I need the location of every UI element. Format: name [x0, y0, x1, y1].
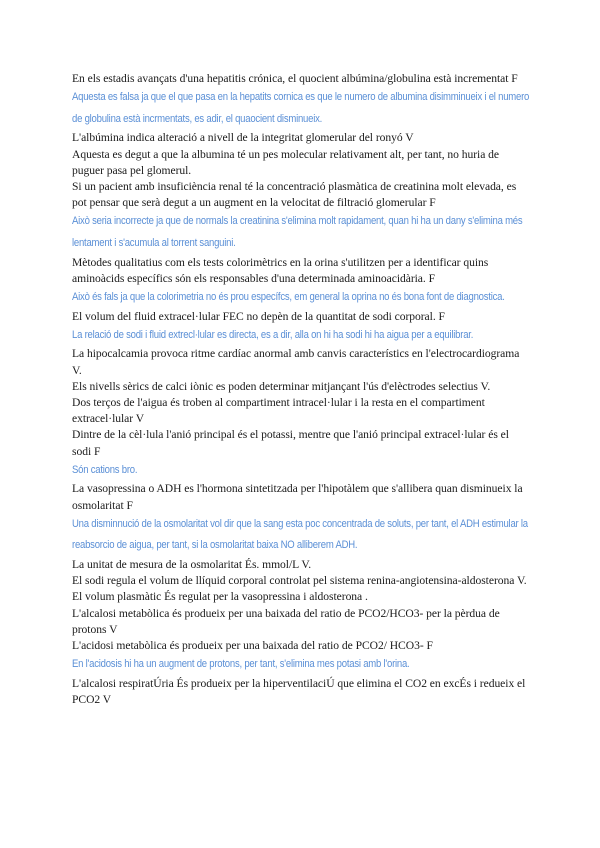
note-4: La relació de sodi i fluid extrecl·lular es directa, es a dir, alla on hi ha sodi hi ha aigua per a equilibrar.	[72, 328, 474, 341]
statement-13: El sodi regula el volum de llíquid corporal controlat pel sistema renina-angiotensina-aldosterona V.	[72, 574, 527, 588]
statement-3: Aquesta es degut a que la albumina té un pes molecular relativament alt, per tant, no huria de puguer pasa pel glomerul.	[72, 147, 500, 177]
statement-11: La vasopressina o ADH es l'hormona sintetitzada per l'hipotàlem que s'allibera quan disminueix la osmolaritat F	[72, 482, 523, 512]
statement-15: L'alcalosi metabòlica és produeix per una baixada del ratio de PCO2/HCO3- per la pèrdua de protons V	[72, 606, 500, 636]
note-1: Aquesta es falsa ja que el que pasa en la hepatits cornica es que le numero de albumina disimminueix i el numero de globulina està incrmentats, es adir, el quaocient disminueix.	[72, 91, 530, 125]
statement-2: L'albúmina indica alteració a nivell de la integritat glomerular del ronyó V	[72, 131, 414, 145]
statement-9: Dos terços de l'aigua és troben al compartiment intracel·lular i la resta en el compartiment extracel·lular V	[72, 396, 485, 426]
statement-5: Mètodes qualitatius com els tests colorimètrics en la orina s'utilitzen per a identificar quins aminoàcids específics són els responsables d'una determinada aminoacidària. F	[72, 255, 489, 285]
statement-12: La unitat de mesura de la osmolaritat És. mmol/L V.	[72, 558, 312, 571]
statement-17: L'alcalosi respiratÚria És produeix per la hiperventilaciÚ que elimina el CO2 en excÉs i redueix el PCO2 V	[72, 676, 526, 707]
statement-7: La hipocalcamia provoca ritme cardíac anormal amb canvis característics en l'electrocardiograma V.	[72, 347, 520, 377]
statement-6: El volum del fluid extracel·lular FEC no depèn de la quantitat de sodi corporal. F	[72, 309, 445, 323]
document-body	[72, 71, 530, 708]
statement-8: Els nivells sèrics de calci iònic es poden determinar mitjançant l'ús d'elèctrodes selectius V.	[72, 379, 491, 393]
note-7: En l'acidosis hi ha un augment de protons, per tant, s'elimina mes potasi amb l'orina.	[72, 658, 410, 671]
note-6: Una disminnució de la osmolaritat vol dir que la sang esta poc concentrada de soluts, per tant, el ADH estimular la reabsorcio de aigua, per tant, si la osmolaritat baixa NO alliberem ADH.	[72, 517, 528, 552]
note-5: Són cations bro.	[72, 463, 138, 476]
statement-10: Dintre de la cèl·lula l'anió principal és el potassi, mentre que l'anió principal extracel·lular és el sodi F	[72, 428, 509, 458]
statement-14: El volum plasmàtic És regulat per la vasopressina i aldosterona .	[72, 590, 368, 604]
statement-16: L'acidosi metabòlica és produeix per una baixada del ratio de PCO2/ HCO3- F	[72, 639, 433, 653]
statement-1: En els estadis avançats d'una hepatitis crónica, el quocient albúmina/globulina està incrementat F	[72, 72, 518, 85]
statement-4: Si un pacient amb insuficiència renal té la concentració plasmàtica de creatinina molt elevada, es pot pensar que serà degut a un augment en la velocitat de filtració glomerular F	[72, 180, 517, 210]
note-2: Això seria incorrecte ja que de normals la creatinina s'elimina molt rapidament, quan hi ha un dany s'elimina més lentament i s'acumula al torrent sanguini.	[72, 215, 523, 249]
note-3: Això és fals ja que la colorimetria no és prou específcs, em general la oprina no és bona font de diagnostica.	[72, 291, 505, 303]
